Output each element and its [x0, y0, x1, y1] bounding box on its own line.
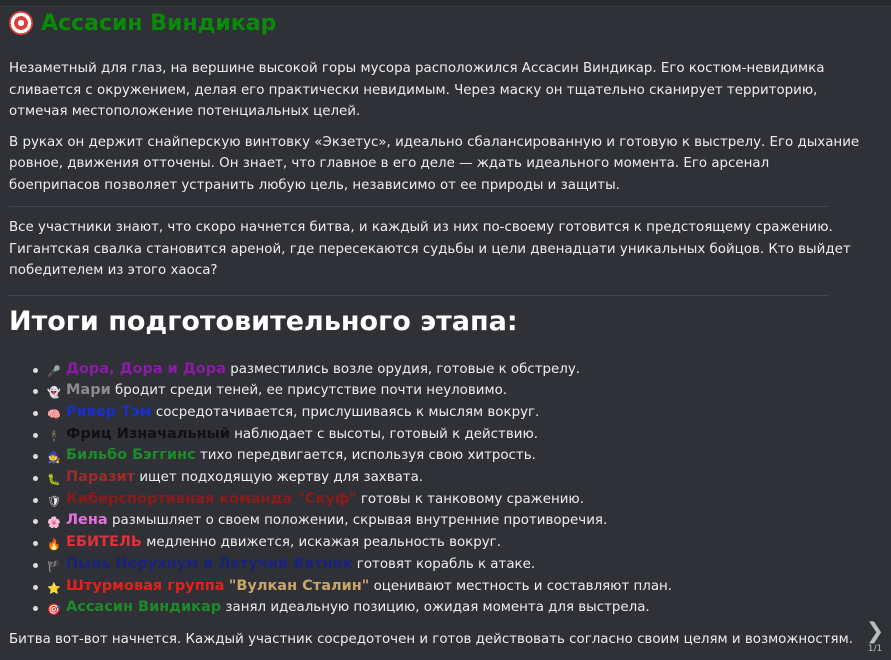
participant-name: Бильбо Бэггинс [66, 447, 196, 464]
list-item [33, 510, 864, 532]
participant-name: Лена [66, 512, 108, 529]
star-icon: ⭐ [47, 581, 61, 595]
message-content [9, 8, 864, 650]
participant-name-secondary: "Вулкан Сталин" [228, 577, 370, 594]
pirate-flag-icon: 🏴 [47, 559, 61, 573]
target-icon [9, 11, 33, 35]
participant-name: Мари [66, 382, 111, 399]
title-row [9, 8, 864, 38]
participant-status: ищет подходящую жертву для захвата. [135, 470, 424, 486]
participant-status: готовы к танковому сражению. [356, 491, 584, 507]
footer-text: Битва вот-вот начнется. Каждый участник сосредоточен и готов действовать согласно своим целям и возможностям. [9, 631, 853, 647]
man-icon: 🕴 [47, 429, 61, 443]
participant-status: тихо передвигается, используя свою хитрость. [195, 448, 536, 464]
list-item [33, 380, 864, 402]
participant-status: бродит среди теней, ее присутствие почти неуловимо. [110, 383, 508, 399]
list-item [33, 532, 864, 554]
participant-name: Пынь Нерухнум и Летучий Ватник [66, 555, 353, 572]
divider [9, 295, 829, 296]
list-item [33, 402, 864, 424]
participant-status: готовят корабль к атаке. [352, 556, 536, 572]
shield-icon: 🛡 [47, 494, 61, 508]
participant-status: занял идеальную позицию, ожидая момента для выстрела. [221, 600, 650, 616]
mage-icon: 🧙 [47, 451, 61, 465]
participant-status: наблюдает с высоты, готовый к действию. [229, 426, 538, 442]
participant-status: размышляет о своем положении, скрывая внутренние противоречия. [107, 513, 608, 529]
participant-name: Ассасин Виндикар [66, 599, 222, 616]
flower-icon: 🌸 [47, 516, 61, 530]
page-title: Ассасин Виндикар [41, 10, 277, 36]
target-icon: 🎯 [47, 603, 61, 617]
results-list [9, 359, 864, 619]
top-divider [0, 0, 891, 7]
participant-name: Паразит [66, 469, 136, 486]
participant-name: Ривер Тэм [66, 403, 152, 420]
page-counter: 1/1 [867, 644, 883, 654]
next-page-button[interactable]: ❯ [865, 619, 885, 644]
participant-name: Киберспортивная команда "Скуф" [66, 490, 357, 507]
ghost-icon: 👻 [47, 386, 61, 400]
brain-icon: 🧠 [47, 407, 61, 421]
worm-icon: 🐛 [47, 473, 61, 487]
participant-status: разместились возле орудия, готовые к обстрелу. [225, 361, 581, 377]
list-item [33, 597, 864, 619]
divider [9, 206, 829, 207]
list-item [33, 489, 864, 511]
list-item [33, 467, 864, 489]
list-item [33, 424, 864, 446]
participant-status: оценивают местность и составляют план. [369, 578, 673, 594]
participant-name: Штурмовая группа [66, 577, 225, 594]
intro-paragraph-3: Все участники знают, что скоро начнется битва, и каждый из них по-своему готовится к предстоящему сражению. Гигантская свалка становится ареной, где пересекаются судьбы и цели двенадцати уникальных бойцов. Кто выйдет победителем из этого хаоса? [9, 220, 851, 278]
pager [863, 621, 887, 654]
microphone-icon: 🎤 [47, 364, 61, 378]
fire-icon: 🔥 [47, 538, 61, 552]
participant-status: сосредотачивается, прислушиваясь к мыслям вокруг. [151, 404, 540, 420]
intro-paragraph-1: Незаметный для глаз, на вершине высокой горы мусора расположился Ассасин Виндикар. Его костюм-невидимка сливается с окружением, делая его практически невидимым. Через маску он тщательно сканирует территорию, отмечая местоположение потенциальных целей. [9, 61, 825, 119]
participant-name: Дора, Дора и Дора [66, 360, 226, 377]
intro-paragraph-2: В руках он держит снайперскую винтовку «Экзетус», идеально сбалансированную и готовую к выстрелу. Его дыхание ровное, движения отточены. Он знает, что главное в его деле — ждать идеального момента. Его арсенал боеприпасов позволяет устранить любую цель, независимо от ее природы и защиты. [9, 134, 860, 193]
list-item [33, 576, 864, 598]
list-item [33, 359, 864, 381]
participant-status: медленно движется, искажая реальность вокруг. [141, 535, 501, 551]
participant-name: ЕБИТЕЛЬ [66, 534, 142, 551]
list-item [33, 445, 864, 467]
section-title: Итоги подготовительного этапа: [9, 305, 518, 337]
list-item [33, 554, 864, 576]
participant-name: Фриц Изначальный [66, 425, 230, 442]
